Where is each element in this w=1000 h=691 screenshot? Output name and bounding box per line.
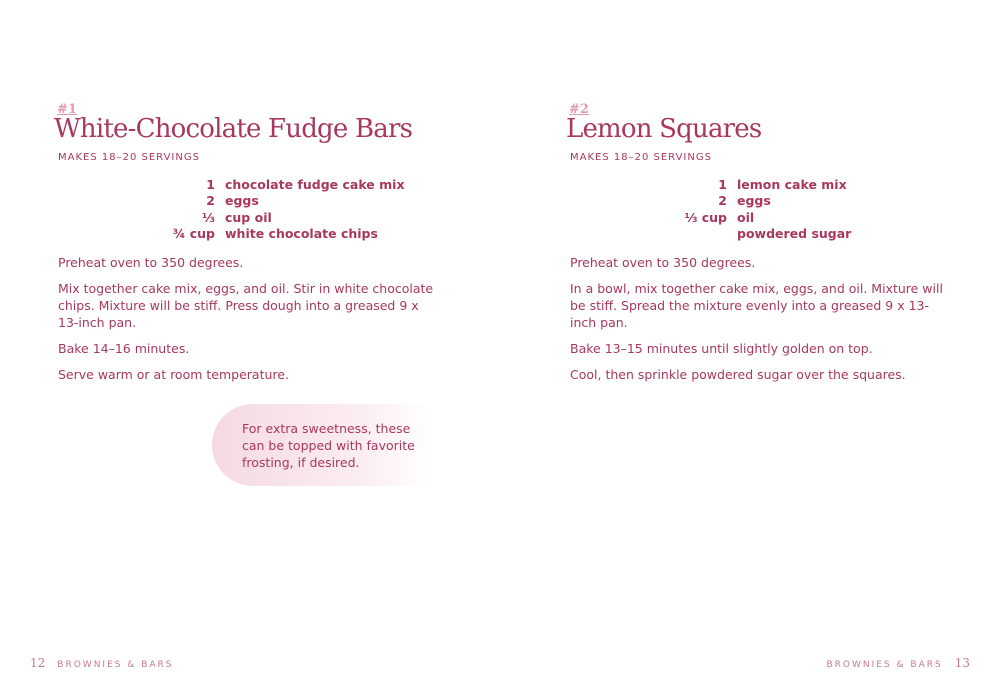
ingredient-row bbox=[0, 176, 460, 193]
section-name: BROWNIES & BARS bbox=[826, 660, 943, 670]
ingredient-row bbox=[512, 176, 972, 193]
recipe-step: Mix together cake mix, eggs, and oil. Stir in white chocolate chips. Mixture will be stiff. Press dough into a greased 9 x 13-inch pan. bbox=[58, 281, 434, 330]
ingredient-list bbox=[0, 176, 460, 242]
recipe-step: Bake 13–15 minutes until slightly golden on top. bbox=[570, 341, 873, 356]
right-page bbox=[512, 0, 1000, 691]
tip-callout bbox=[212, 404, 430, 486]
recipe-step: Bake 14–16 minutes. bbox=[58, 341, 190, 356]
page-footer bbox=[30, 656, 174, 670]
ingredient-quantity: 1 bbox=[206, 176, 215, 192]
ingredient-name: powdered sugar bbox=[737, 226, 852, 242]
ingredient-quantity: ¾ cup bbox=[172, 226, 215, 242]
ingredient-row bbox=[0, 226, 460, 243]
ingredient-name: lemon cake mix bbox=[737, 176, 847, 192]
recipe-title: White-Chocolate Fudge Bars bbox=[54, 114, 413, 144]
recipe-step: Cool, then sprinkle powdered sugar over the squares. bbox=[570, 367, 906, 382]
recipe-steps bbox=[58, 254, 438, 392]
ingredient-row bbox=[512, 193, 972, 210]
ingredient-name: eggs bbox=[225, 193, 259, 209]
ingredient-row bbox=[0, 209, 460, 226]
page-number: 13 bbox=[954, 656, 970, 670]
ingredient-quantity: ⅓ bbox=[202, 209, 215, 225]
ingredient-quantity bbox=[512, 226, 737, 243]
ingredient-quantity: 1 bbox=[718, 176, 727, 192]
recipe-step: Preheat oven to 350 degrees. bbox=[570, 255, 756, 270]
recipe-steps bbox=[570, 254, 950, 392]
page-footer bbox=[826, 656, 970, 670]
ingredient-quantity: 2 bbox=[718, 193, 727, 209]
ingredient-row bbox=[512, 209, 972, 226]
ingredient-name: cup oil bbox=[225, 209, 272, 225]
recipe-title: Lemon Squares bbox=[566, 114, 762, 144]
section-name: BROWNIES & BARS bbox=[57, 660, 174, 670]
ingredient-row bbox=[0, 193, 460, 210]
recipe-step: Serve warm or at room temperature. bbox=[58, 367, 289, 382]
ingredient-quantity: 2 bbox=[206, 193, 215, 209]
recipe-yield: MAKES 18–20 SERVINGS bbox=[58, 152, 200, 163]
ingredient-name: white chocolate chips bbox=[225, 226, 378, 242]
page-number: 12 bbox=[30, 656, 46, 670]
recipe-step: Preheat oven to 350 degrees. bbox=[58, 255, 244, 270]
ingredient-name: oil bbox=[737, 209, 755, 225]
recipe-step: In a bowl, mix together cake mix, eggs, and oil. Mixture will be stiff. Spread the mixture evenly into a greased 9 x 13-inch pan. bbox=[570, 281, 943, 330]
ingredient-quantity: ⅓ cup bbox=[684, 209, 727, 225]
recipe-yield: MAKES 18–20 SERVINGS bbox=[570, 152, 712, 163]
tip-text: For extra sweetness, these can be topped with favorite frosting, if desired. bbox=[242, 421, 415, 470]
recipe-number: #2 bbox=[569, 102, 589, 117]
ingredient-row bbox=[512, 226, 972, 243]
ingredient-name: eggs bbox=[737, 193, 771, 209]
ingredient-list bbox=[512, 176, 972, 242]
ingredient-name: chocolate fudge cake mix bbox=[225, 176, 405, 192]
recipe-number: #1 bbox=[57, 102, 77, 117]
